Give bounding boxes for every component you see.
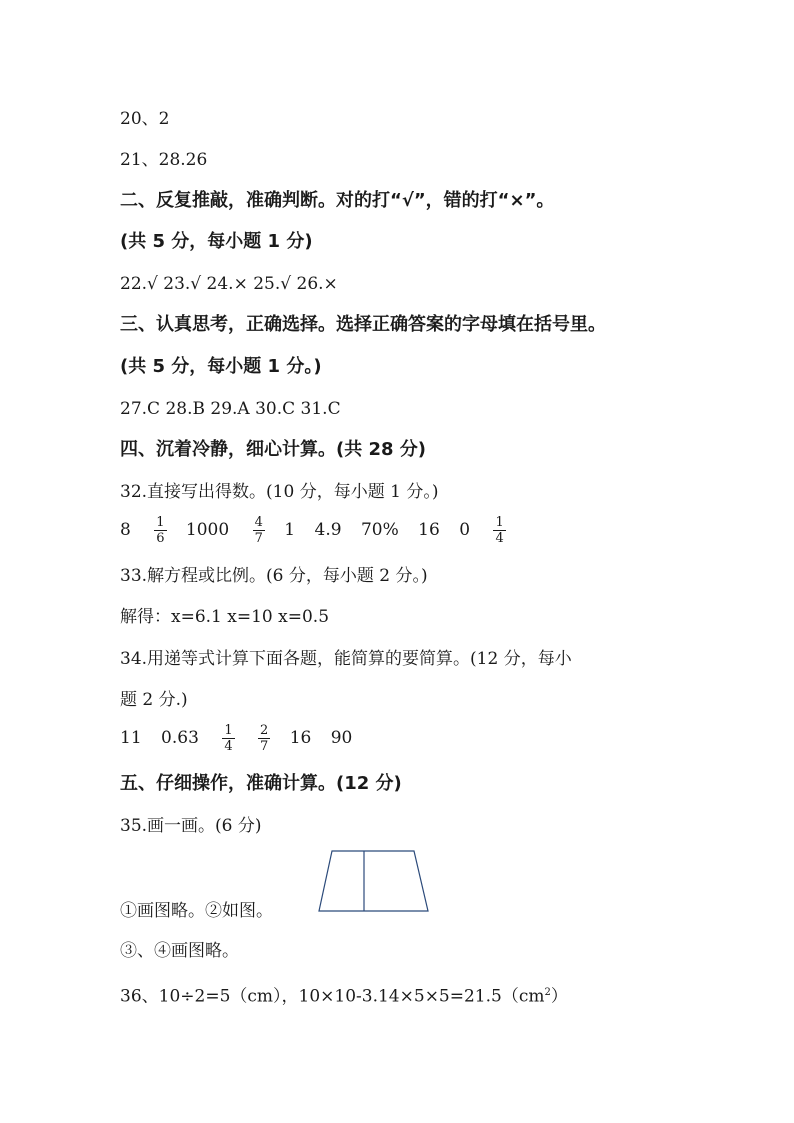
answers-32 — [120, 512, 520, 548]
answers-27-31: 27.C 28.B 29.A 30.C 31.C — [120, 399, 341, 419]
denominator: 7 — [254, 531, 263, 546]
denominator: 7 — [260, 739, 269, 754]
question-34-line-1: 34.用递等式计算下面各题，能简算的要简算。(12 分，每小 — [120, 649, 572, 669]
question-32: 32.直接写出得数。(10 分，每小题 1 分。) — [120, 482, 439, 502]
section-2-note: (共 5 分，每小题 1 分) — [120, 231, 313, 252]
answer-21: 21、28.26 — [120, 150, 208, 170]
answer-36-text: 36、10÷2=5（cm），10×10-3.14×5×5=21.5（cm — [120, 986, 545, 1007]
answer-32-8: 16 — [418, 520, 440, 540]
section-3-note: (共 5 分，每小题 1 分。) — [120, 356, 322, 377]
fraction-32-2 — [154, 515, 166, 546]
answer-34-6: 90 — [330, 728, 353, 748]
section-4-title: 四、沉着冷静，细心计算。(共 28 分) — [120, 439, 427, 460]
answers-34 — [120, 720, 366, 756]
question-35: 35.画一画。(6 分) — [120, 816, 262, 836]
answer-34-2: 0.63 — [161, 728, 199, 748]
answer-32-7: 70% — [360, 520, 399, 540]
answer-32-9: 0 — [459, 520, 471, 540]
answer-35-part-2: ③、④画图略。 — [120, 941, 239, 961]
answer-34-5: 16 — [289, 728, 312, 748]
fraction-32-4 — [253, 515, 265, 546]
numerator: 1 — [156, 515, 165, 530]
fraction-32-10 — [493, 515, 505, 546]
answer-32-1: 8 — [120, 520, 131, 540]
answers-33: 解得：x=6.1 x=10 x=0.5 — [120, 607, 330, 627]
fraction-34-3 — [222, 723, 234, 754]
answer-36-superscript: 2 — [544, 987, 551, 998]
answer-34-1: 11 — [120, 728, 142, 748]
numerator: 1 — [224, 723, 233, 738]
section-2-title: 二、反复推敲，准确判断。对的打“√”，错的打“×”。 — [120, 190, 555, 211]
numerator: 2 — [260, 723, 269, 738]
answer-20: 20、2 — [120, 109, 170, 129]
numerator: 1 — [495, 515, 504, 530]
denominator: 6 — [156, 531, 165, 546]
answer-35-part-1: ①画图略。②如图。 — [120, 901, 273, 921]
section-3-title: 三、认真思考，正确选择。选择正确答案的字母填在括号里。 — [120, 314, 606, 335]
numerator: 4 — [254, 515, 263, 530]
answers-22-26: 22.√ 23.√ 24.× 25.√ 26.× — [120, 274, 338, 294]
answer-32-6: 4.9 — [314, 520, 342, 540]
denominator: 4 — [224, 739, 233, 754]
trapezoid-figure — [318, 850, 438, 914]
answer-36 — [120, 982, 568, 1008]
fraction-34-4 — [258, 723, 270, 754]
question-33: 33.解方程或比例。(6 分，每小题 2 分。) — [120, 566, 428, 586]
section-5-title: 五、仔细操作，准确计算。(12 分) — [120, 773, 402, 794]
answer-32-5: 1 — [284, 520, 296, 540]
trapezoid-outline — [319, 851, 428, 911]
denominator: 4 — [495, 531, 504, 546]
answer-36-end: ） — [550, 986, 568, 1007]
question-34-line-2: 题 2 分.) — [120, 690, 188, 710]
answer-32-3: 1000 — [185, 520, 230, 540]
